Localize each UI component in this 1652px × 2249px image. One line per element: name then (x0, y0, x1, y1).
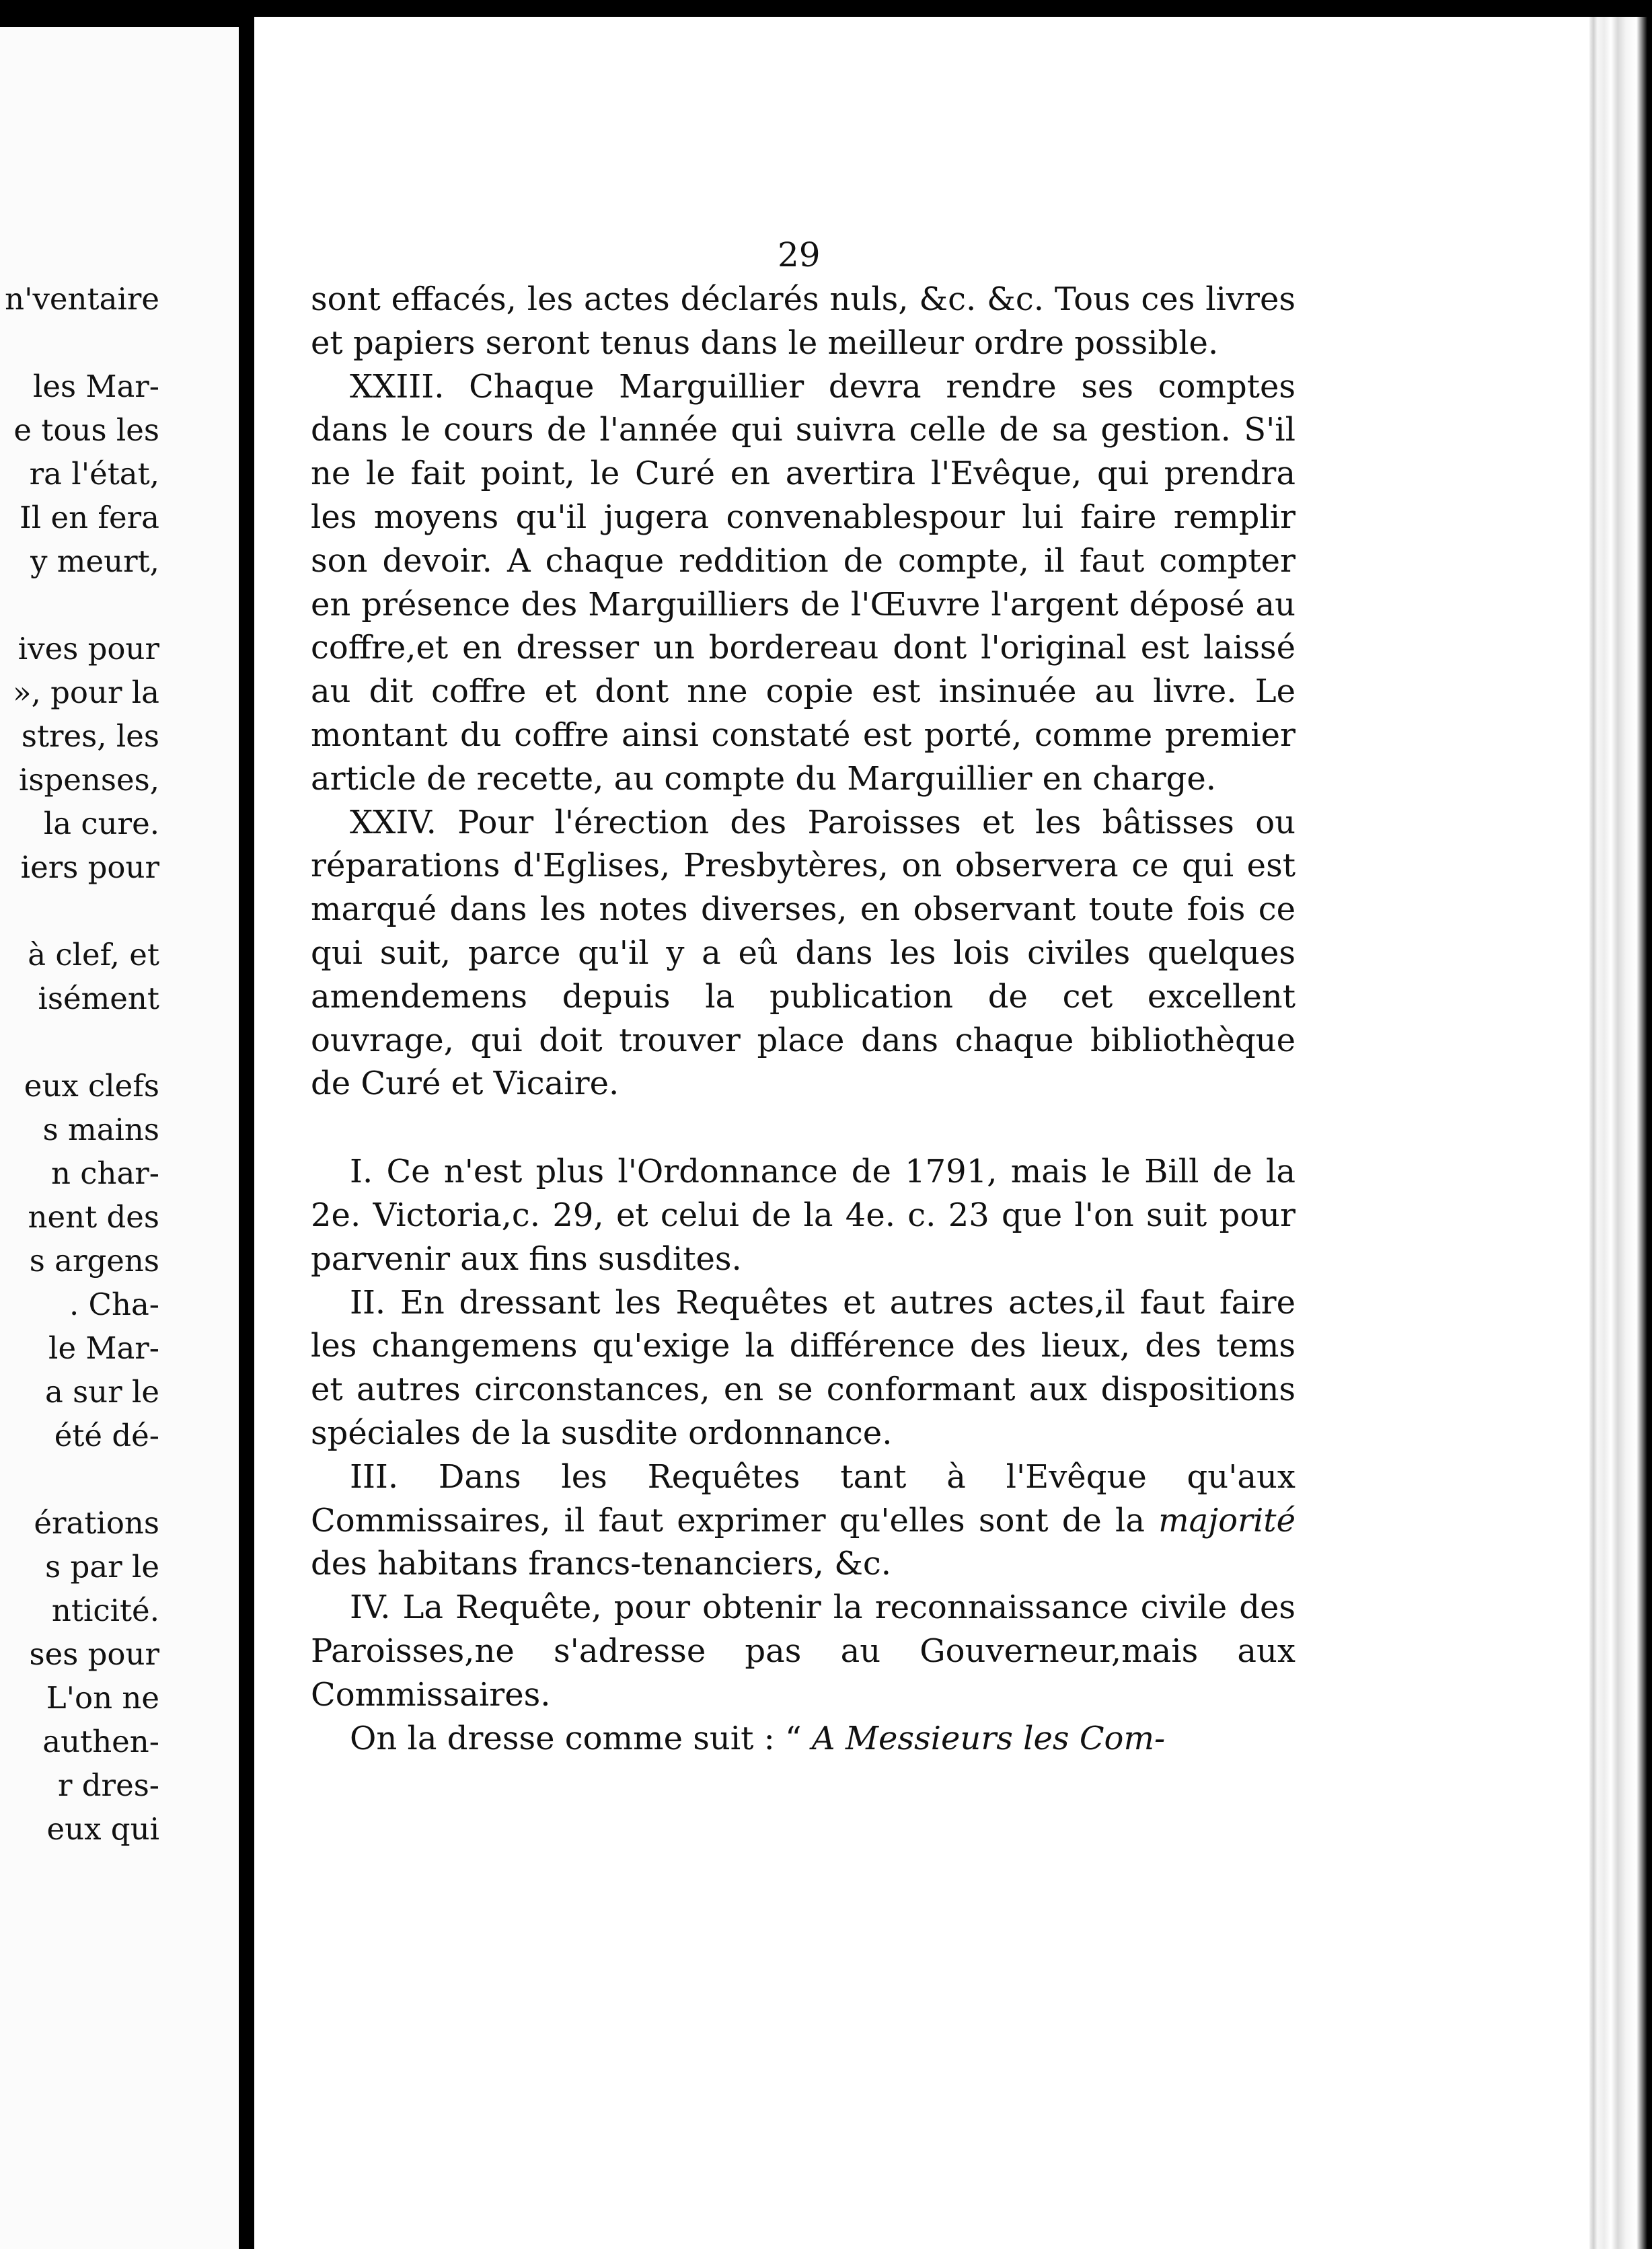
facing-line: stres, les (21, 718, 159, 754)
paragraph-xxiii: XXIII. Chaque Marguillier devra rendre ses comptes dans le cours de l'année qui suivra celle de sa gestion. S'il ne le fait point, le Curé en avertira l'Evêque, qui prendra les moyens qu'il jugera convenablespour lui faire remplir son devoir. A chaque reddition de compte, il faut compter en présence des Marguilliers de l'Œuvre l'argent déposé au coffre,et en dresser un bordereau dont l'original est laissé au dit coffre et dont nne copie est insinuée au livre. Le montant du coffre ainsi constaté est porté, comme premier article de recette, au compte du Marguillier en charge. (311, 367, 1296, 798)
facing-line: ses pour (29, 1636, 159, 1672)
facing-line: été dé- (54, 1418, 159, 1453)
facing-line: nticité. (51, 1593, 159, 1628)
formula-intro: On la dresse comme suit : “ (350, 1719, 802, 1757)
facing-line: le Mar- (48, 1330, 159, 1366)
facing-line: y meurt, (30, 543, 159, 579)
facing-line: les Mar- (32, 369, 159, 404)
facing-line: ives pour (17, 631, 159, 666)
facing-line: n'ventaire (5, 281, 159, 317)
paragraph-xxiv: XXIV. Pour l'érection des Paroisses et les bâtisses ou réparations d'Eglises, Presbytères, on observera ce qui est marqué dans les notes diverses, en observant toute fois ce qui suit, parce qu'il y a eû dans les lois civiles quelques amendemens depuis la publication de cet excellent ouvrage, qui doit trouver place dans chaque bibliothèque de Curé et Vicaire. (311, 803, 1296, 1103)
facing-line: a sur le (44, 1374, 159, 1410)
facing-line: à clef, et (28, 937, 159, 973)
formula-address: A Messieurs les Com- (811, 1719, 1166, 1757)
page-stack-edge (1589, 17, 1652, 2249)
emphasis-majorite: majorité (1158, 1501, 1296, 1539)
paragraph-iii-end: des habitans francs-tenanciers, &c. (311, 1545, 892, 1583)
facing-page-fragment (0, 27, 239, 2249)
facing-line: », pour la (12, 675, 159, 710)
facing-line: authen- (42, 1724, 159, 1759)
facing-line: eux clefs (24, 1068, 159, 1104)
facing-line: e tous les (13, 412, 159, 448)
facing-line: s mains (42, 1112, 159, 1147)
facing-line: la cure. (43, 806, 159, 841)
paragraph-iii-text: III. Dans les Requêtes tant à l'Evêque qu'aux Commissaires, il faut exprimer qu'elles sont de la (311, 1457, 1296, 1539)
facing-line: nent des (28, 1199, 159, 1235)
paragraph-iv: IV. La Requête, pour obtenir la reconnaissance civile des Paroisses,ne s'adresse pas au Gouverneur,mais aux Commissaires. (311, 1589, 1296, 1714)
facing-line: érations (34, 1505, 159, 1541)
page-text (311, 278, 1296, 1760)
facing-line: eux qui (46, 1811, 159, 1847)
paragraph-i: I. Ce n'est plus l'Ordonnance de 1791, mais le Bill de la 2e. Victoria,c. 29, et celui de la 4e. c. 23 que l'on suit pour parvenir aux fins susdites. (311, 1153, 1296, 1278)
facing-line: ra l'état, (29, 456, 159, 492)
facing-line: r dres- (57, 1767, 159, 1803)
facing-line: n char- (50, 1155, 159, 1191)
facing-line: Il en fera (19, 500, 159, 535)
paragraph-ii: II. En dressant les Requêtes et autres actes,il faut faire les changemens qu'exige la différence des lieux, des tems et autres circonstances, en se conformant aux dispositions spéciales de la susdite ordonnance. (311, 1283, 1296, 1452)
facing-line: ispenses, (18, 762, 159, 798)
facing-line: . Cha- (69, 1287, 159, 1322)
section-gap (311, 1106, 1296, 1150)
book-page (254, 17, 1589, 2249)
page-number: 29 (778, 235, 821, 274)
facing-line: isément (38, 981, 159, 1016)
paragraph-formula (311, 1717, 1296, 1761)
paragraph-iii (311, 1455, 1296, 1586)
facing-line: s argens (29, 1243, 159, 1279)
facing-line: s par le (45, 1549, 159, 1585)
paragraph: sont effacés, les actes déclarés nuls, &c. &c. Tous ces livres et papiers seront tenus dans le meilleur ordre possible. (311, 280, 1296, 362)
facing-line: iers pour (20, 849, 159, 885)
facing-line: L'on ne (46, 1680, 159, 1716)
